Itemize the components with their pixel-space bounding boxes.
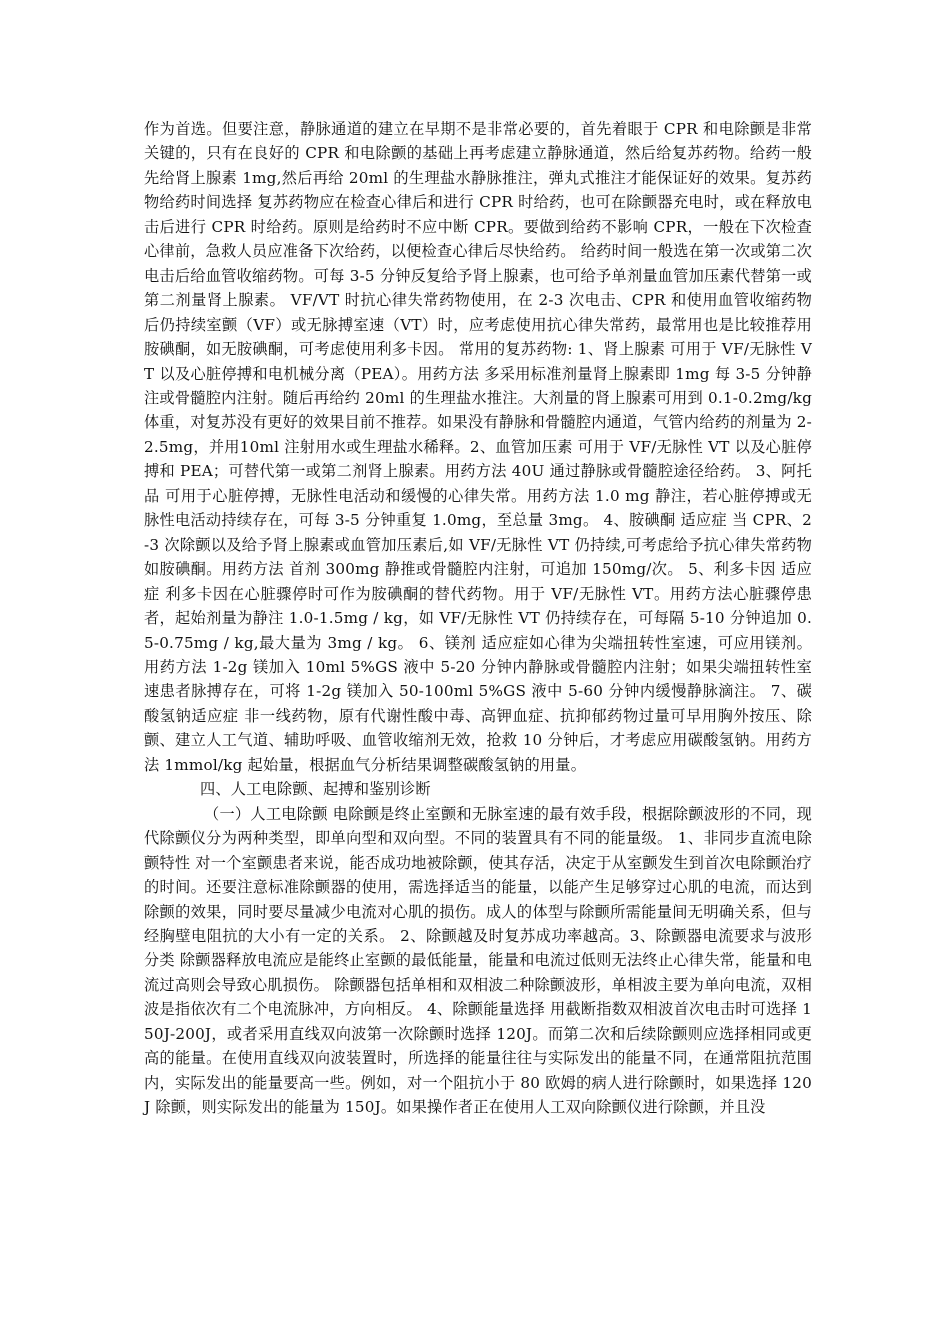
paragraph-resuscitation-drugs: 作为首选。但要注意，静脉通道的建立在早期不是非常必要的，首先着眼于 CPR 和电除颤是非常关键的，只有在良好的 CPR 和电除颤的基础上再考虑建立静脉通道，然后给复苏药物。给药一般先给肾上腺素 1mg,然后再给 20ml 的生理盐水静脉推注，弹丸式推注才能保证好的效果。复苏药物给药时间选择 复苏药物应在检查心律后和进行 CPR 时给药，也可在除颤器充电时，或在释放电击后进行 CPR 时给药。原则是给药时不应中断 CPR。要做到给药不影响 CPR，一般在下次检查心律前，急救人员应准备下次给药，以便检查心律后尽快给药。 给药时间一般选在第一次或第二次电击后给血管收缩药物。可每 3-5 分钟反复给予肾上腺素，也可给予单剂量血管加压素代替第一或第二剂量肾上腺素。 VF/VT 时抗心律失常药物使用，在 2-3 次电击、CPR 和使用血管收缩药物后仍持续室颤（VF）或无脉搏室速（VT）时，应考虑使用抗心律失常药，最常用也是比较推荐用胺碘酮，如无胺碘酮，可考虑使用利多卡因。 常用的复苏药物: 1、肾上腺素 可用于 VF/无脉性 VT 以及心脏停搏和电机械分离（PEA）。用药方法 多采用标准剂量肾上腺素即 1mg 每 3-5 分钟静注或骨髓腔内注射。随后再给约 20ml 的生理盐水推注。大剂量的肾上腺素可用到 0.1-0.2mg/kg 体重，对复苏没有更好的效果目前不推荐。如果没有静脉和骨髓腔内通道，气管内给药的剂量为 2-2.5mg，并用10ml 注射用水或生理盐水稀释。2、血管加压素 可用于 VF/无脉性 VT 以及心脏停搏和 PEA；可替代第一或第二剂肾上腺素。用药方法 40U 通过静脉或骨髓腔途径给药。 3、阿托品 可用于心脏停搏，无脉性电活动和缓慢的心律失常。用药方法 1.0 mg 静注，若心脏停搏或无脉性电活动持续存在，可每 3-5 分钟重复 1.0mg，至总量 3mg。 4、胺碘酮 适应症 当 CPR、2-3 次除颤以及给予肾上腺素或血管加压素后,如 VF/无脉性 VT 仍持续,可考虑给予抗心律失常药物如胺碘酮。用药方法 首剂 300mg 静推或骨髓腔内注射，可追加 150mg/次。 5、利多卡因 适应症 利多卡因在心脏骤停时可作为胺碘酮的替代药物。用于 VF/无脉性 VT。用药方法心脏骤停患者，起始剂量为静注 1.0-1.5mg / kg，如 VF/无脉性 VT 仍持续存在，可每隔 5-10 分钟追加 0.5-0.75mg / kg,最大量为 3mg / kg。 6、镁剂 适应症如心律为尖端扭转性室速，可应用镁剂。用药方法 1-2g 镁加入 10ml 5%GS 液中 5-20 分钟内静脉或骨髓腔内注射；如果尖端扭转性室速患者脉搏存在，可将 1-2g 镁加入 50-100ml 5%GS 液中 5-60 分钟内缓慢静脉滴注。 7、碳酸氢钠适应症 非一线药物，原有代谢性酸中毒、高钾血症、抗抑郁药物过量可早用胸外按压、除颤、建立人工气道、辅助呼吸、血管收缩剂无效，抢救 10 分钟后，才考虑应用碳酸氢钠。用药方法 1mmol/kg 起始量，根据血气分析结果调整碳酸氢钠的用量。 [144, 120, 812, 774]
document-body [144, 117, 812, 1120]
section-heading: 四、人工电除颤、起搏和鉴别诊断 [200, 780, 431, 799]
paragraph-defibrillation: （一）人工电除颤 电除颤是终止室颤和无脉室速的最有效手段，根据除颤波形的不同，现代除颤仪分为两种类型，即单向型和双向型。不同的装置具有不同的能量级。 1、非同步直流电除颤特性 对一个室颤患者来说，能否成功地被除颤，使其存活，决定于从室颤发生到首次电除颤治疗的时间。还要注意标准除颤器的使用，需选择适当的能量，以能产生足够穿过心肌的电流，而达到除颤的效果，同时要尽量减少电流对心肌的损伤。成人的体型与除颤所需能量间无明确关系，但与经胸壁电阻抗的大小有一定的关系。 2、除颤越及时复苏成功率越高。3、除颤器电流要求与波形分类 除颤器释放电流应是能终止室颤的最低能量，能量和电流过低则无法终止心律失常，能量和电流过高则会导致心肌损伤。 除颤器包括单相和双相波二种除颤波形，单相波主要为单向电流，双相波是指依次有二个电流脉冲，方向相反。 4、除颤能量选择 用截断指数双相波首次电击时可选择 150J-200J，或者采用直线双向波第一次除颤时选择 120J。而第二次和后续除颤则应选择相同或更高的能量。在使用直线双向波装置时，所选择的能量往往与实际发出的能量不同，在通常阻抗范围内，实际发出的能量要高一些。例如，对一个阻抗小于 80 欧姆的病人进行除颤时，如果选择 120J 除颤，则实际发出的能量为 150J。如果操作者正在使用人工双向除颤仪进行除颤，并且没 [144, 804, 812, 1117]
